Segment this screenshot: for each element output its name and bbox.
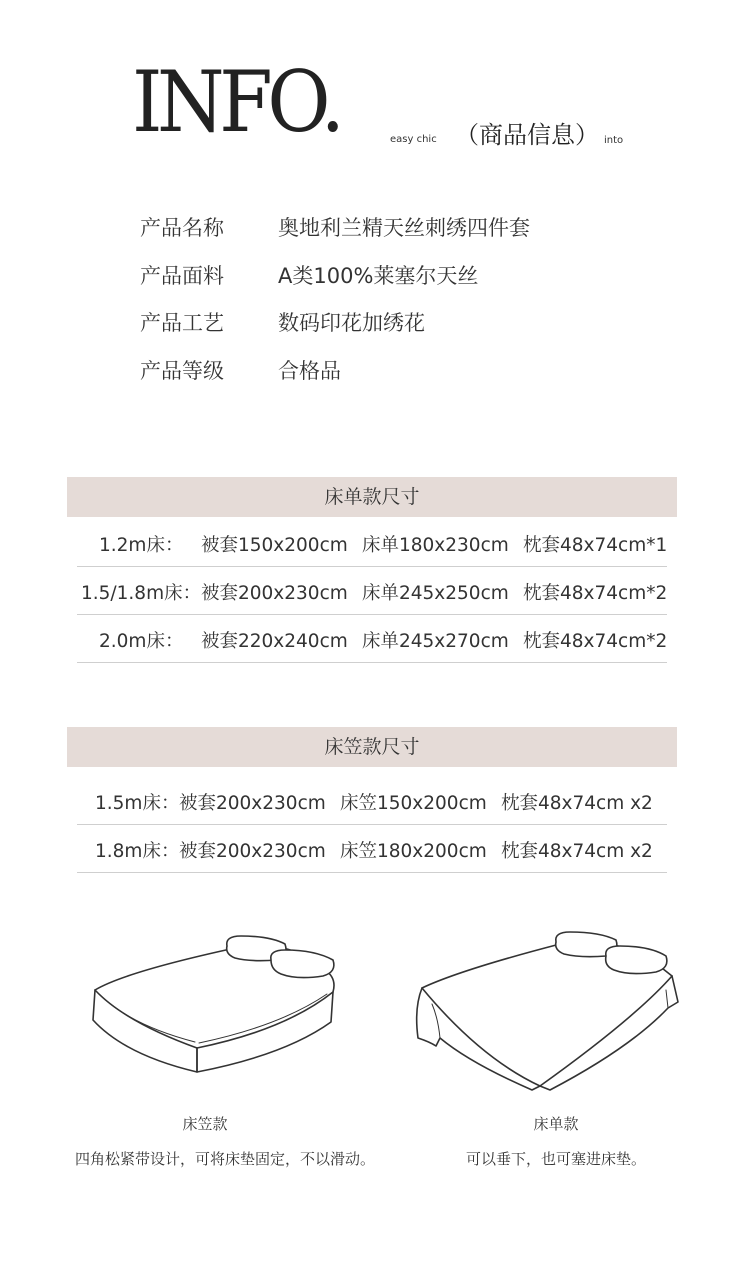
table-row	[77, 776, 667, 825]
table-row	[77, 824, 667, 873]
fitted-table-header: 床笠款尺寸	[67, 727, 677, 767]
info-label: 产品工艺	[140, 311, 224, 335]
pillow-cell: 枕套48x74cm*2	[523, 631, 668, 652]
info-label: 产品等级	[140, 359, 224, 383]
fitted-caption-desc: 四角松紧带设计，可将床垫固定，不以滑动。	[74, 1150, 375, 1168]
duvet-cell: 被套150x200cm	[201, 535, 348, 556]
size-cell: 1.5/1.8m床：	[81, 583, 202, 604]
info-label: 产品名称	[140, 216, 224, 240]
sheet-cell: 床笠150x200cm	[340, 793, 487, 814]
size-cell: 1.2m床：	[99, 535, 184, 556]
pillow-cell: 枕套48x74cm x2	[501, 841, 653, 862]
flat-caption-desc: 可以垂下，也可塞进床垫。	[465, 1150, 646, 1168]
pillow-cell: 枕套48x74cm x2	[501, 793, 653, 814]
sheet-cell: 床单180x230cm	[362, 535, 509, 556]
flat-caption-title: 床单款	[533, 1115, 579, 1133]
subtitle-cn: （商品信息）	[455, 121, 599, 149]
pillow-cell: 枕套48x74cm*1	[523, 535, 668, 556]
duvet-cell: 被套220x240cm	[201, 631, 348, 652]
info-value: 数码印花加绣花	[278, 311, 425, 335]
subtitle-small: easy chic	[390, 134, 437, 145]
info-value: 合格品	[278, 359, 341, 383]
sheet-cell: 床笠180x200cm	[340, 841, 487, 862]
table-row	[77, 566, 667, 615]
size-cell: 1.5m床：	[95, 793, 180, 814]
info-value: A类100%莱塞尔天丝	[278, 264, 479, 288]
sheet-cell: 床单245x250cm	[362, 583, 509, 604]
duvet-cell: 被套200x230cm	[201, 583, 348, 604]
flat-sheet-bed-illustration	[410, 928, 685, 1093]
size-cell: 1.8m床：	[95, 841, 180, 862]
pillow-cell: 枕套48x74cm*2	[523, 583, 668, 604]
size-cell: 2.0m床：	[99, 631, 184, 652]
duvet-cell: 被套200x230cm	[179, 841, 326, 862]
table-row	[77, 518, 667, 567]
info-row-fabric	[140, 260, 478, 290]
info-label: 产品面料	[140, 264, 224, 288]
sheet-table-header: 床单款尺寸	[67, 477, 677, 517]
table-row	[77, 614, 667, 663]
fitted-bed-illustration	[85, 930, 345, 1080]
info-row-name	[140, 212, 530, 242]
info-value: 奥地利兰精天丝刺绣四件套	[278, 216, 530, 240]
page-title: INFO.	[132, 53, 340, 151]
info-row-grade	[140, 355, 341, 385]
subtitle-end: into	[604, 135, 624, 146]
sheet-cell: 床单245x270cm	[362, 631, 509, 652]
fitted-caption-title: 床笠款	[182, 1115, 228, 1133]
duvet-cell: 被套200x230cm	[179, 793, 326, 814]
info-row-craft	[140, 307, 425, 337]
